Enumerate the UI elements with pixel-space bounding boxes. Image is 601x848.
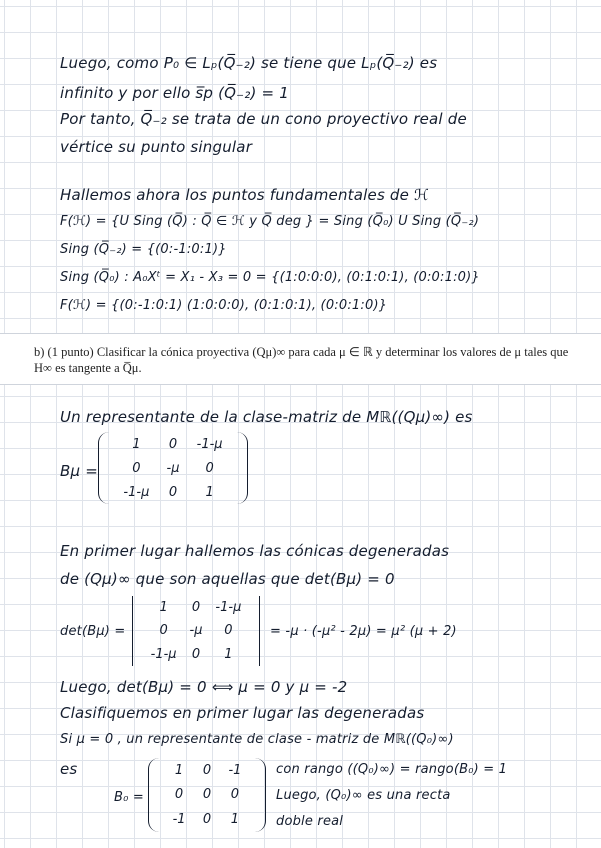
matrix-cell: 1 xyxy=(132,436,141,452)
rank-note: con rango ((Q₀)∞) = rango(B₀) = 1 xyxy=(276,762,508,777)
matrix-label: Bμ = xyxy=(60,462,98,480)
left-parenthesis xyxy=(148,758,159,832)
handwritten-line: Sing (Q̅₀) : A₀Xᵗ = X₁ - X₃ = 0 = {(1:0:0:0), (0:1:0:1), (0:0:1:0)} xyxy=(60,270,480,285)
left-bar xyxy=(132,596,133,666)
matrix-cell: 0 xyxy=(174,787,184,803)
matrix-cell: 0 xyxy=(159,623,168,639)
right-parenthesis xyxy=(237,432,248,504)
matrix-cell: 0 xyxy=(205,460,214,476)
right-bar xyxy=(259,596,260,666)
matrix-b0 xyxy=(148,758,266,832)
matrix-cell: 0 xyxy=(230,787,240,803)
matrix-cell: -1-μ xyxy=(196,436,223,452)
matrix-cell: -1-μ xyxy=(123,484,150,500)
handwritten-line: Hallemos ahora los puntos fundamentales de ℋ xyxy=(60,186,430,204)
handwritten-line: Luego, det(Bμ) = 0 ⟺ μ = 0 y μ = -2 xyxy=(60,678,348,696)
right-parenthesis xyxy=(255,758,266,832)
matrix-label: B₀ = xyxy=(114,790,144,805)
matrix-cell: -1-μ xyxy=(215,600,242,616)
matrix-cell: 0 xyxy=(191,646,201,662)
problem-statement-b: b) (1 punto) Clasificar la cónica proyectiva (Qμ)∞ para cada μ ∈ ℝ y determinar los valores de μ tales que H∞ es tangente a Q̅μ. xyxy=(30,340,593,378)
handwritten-line: de (Qμ)∞ que son aquellas que det(Bμ) = 0 xyxy=(60,570,395,588)
matrix-cell: 0 xyxy=(224,623,233,639)
handwritten-line: Sing (Q̅₋₂) = {(0:-1:0:1)} xyxy=(60,242,227,257)
matrix-cell: 0 xyxy=(202,787,212,803)
left-parenthesis xyxy=(98,432,109,504)
handwritten-line: En primer lugar hallemos las cónicas degeneradas xyxy=(60,542,450,560)
handwritten-line: infinito y por ello s̅p (Q̅₋₂) = 1 xyxy=(60,84,290,102)
rank-note: doble real xyxy=(276,814,344,829)
matrix-cell: -1-μ xyxy=(150,646,177,662)
matrix-cell: 1 xyxy=(230,812,240,828)
handwritten-line: vértice su punto singular xyxy=(60,138,253,156)
matrix-cell: 0 xyxy=(132,460,141,476)
matrix-cell: -μ xyxy=(189,623,203,639)
matrix-cell: 1 xyxy=(205,484,214,500)
rank-note: Luego, (Q₀)∞ es una recta xyxy=(276,788,451,803)
handwritten-line: Clasifiquemos en primer lugar las degeneradas xyxy=(60,704,425,722)
matrix-cell: -1 xyxy=(172,812,186,828)
matrix-cell: 1 xyxy=(159,600,168,616)
matrix-cell: -1 xyxy=(228,762,242,778)
handwritten-line: Si μ = 0 , un representante de clase - matriz de Mℝ((Q₀)∞) xyxy=(60,732,454,747)
handwritten-line: es xyxy=(60,760,78,778)
matrix-cell: 0 xyxy=(202,762,212,778)
matrix-cell: 0 xyxy=(202,812,212,828)
matrix-cell: -μ xyxy=(166,460,180,476)
matrix-cell: 1 xyxy=(224,646,233,662)
handwritten-line: Luego, como P₀ ∈ Lₚ(Q̅₋₂) se tiene que Lₚ(Q̅₋₂) es xyxy=(60,54,438,72)
matrix-b-mu xyxy=(98,432,248,504)
matrix-cell: 1 xyxy=(174,762,184,778)
matrix-cell: 0 xyxy=(168,484,178,500)
handwritten-line: F(ℋ) = {(0:-1:0:1) (1:0:0:0), (0:1:0:1), (0:0:1:0)} xyxy=(60,298,388,313)
handwritten-line: Un representante de la clase-matriz de Mℝ((Qμ)∞) es xyxy=(60,408,473,426)
handwritten-line: F(ℋ) = {U Sing (Q̅) : Q̅ ∈ ℋ y Q̅ deg } = Sing (Q̅₀) U Sing (Q̅₋₂) xyxy=(60,214,480,229)
det-result: = -μ · (-μ² - 2μ) = μ² (μ + 2) xyxy=(270,624,457,639)
handwritten-line: Por tanto, Q̅₋₂ se trata de un cono proyectivo real de xyxy=(60,110,467,128)
matrix-cell: 0 xyxy=(168,436,178,452)
det-matrix xyxy=(128,596,264,666)
matrix-cell: 0 xyxy=(191,600,201,616)
det-label: det(Bμ) = xyxy=(60,624,126,639)
